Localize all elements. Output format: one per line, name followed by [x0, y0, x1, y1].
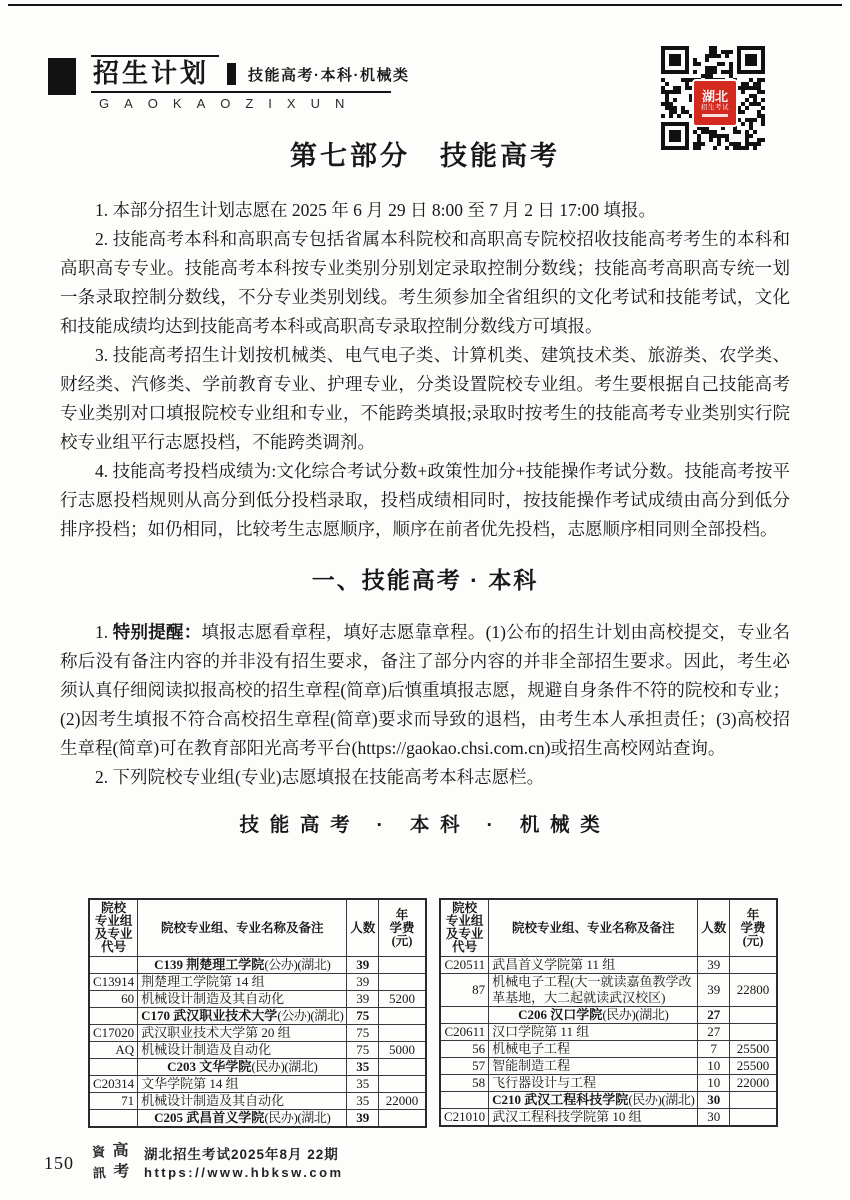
plan-table-left [88, 898, 427, 1128]
major-row [440, 1075, 777, 1092]
footer-issue-text: 湖北招生考试2025年8月 22期 [144, 1146, 339, 1162]
header-name: 院校专业组、专业名称及备注 [489, 899, 698, 957]
name-cell: 武昌首义学院第 11 组 [489, 957, 698, 974]
group-row [89, 974, 426, 991]
code-cell: AQ [89, 1042, 138, 1059]
name-cell: 飞行器设计与工程 [489, 1075, 698, 1092]
plan-tables [88, 898, 778, 1128]
fee-cell [379, 1059, 426, 1076]
top-border-rule [8, 4, 842, 6]
header-name: 院校专业组、专业名称及备注 [138, 899, 347, 957]
name-cell: 机械设计制造及其自动化 [138, 991, 347, 1008]
brand-subtitle: GAOKAOZIXUN [91, 91, 391, 111]
header-code: 院校 专业组 及专业 代号 [440, 899, 489, 957]
fee-cell [730, 1092, 777, 1109]
major-row [89, 1093, 426, 1110]
count-cell: 7 [698, 1041, 730, 1058]
name-cell: 智能制造工程 [489, 1058, 698, 1075]
paragraph-1: 1. 本部分招生计划志愿在 2025 年 6 月 29 日 8:00 至 7 月 2 日 17:00 填报。 [95, 200, 656, 220]
code-cell [89, 1008, 138, 1025]
count-cell: 39 [347, 1110, 379, 1128]
name-cell: C203 文华学院(民办)(湖北) [138, 1059, 347, 1076]
table-title: 技能高考 · 本科 · 机械类 [239, 814, 611, 836]
count-cell: 75 [347, 1025, 379, 1042]
major-row [440, 974, 777, 1007]
count-cell: 35 [347, 1093, 379, 1110]
school-row [89, 1008, 426, 1025]
school-row [89, 1110, 426, 1128]
page-footer [44, 1142, 344, 1184]
fee-cell [730, 957, 777, 974]
footer-url: https://www.hbksw.com [144, 1164, 344, 1180]
name-cell: 文华学院第 14 组 [138, 1076, 347, 1093]
table-header-row [89, 899, 426, 957]
count-cell: 75 [347, 1042, 379, 1059]
group-row [89, 1076, 426, 1093]
count-cell: 27 [698, 1007, 730, 1024]
header-count: 人数 [698, 899, 730, 957]
major-row [89, 1042, 426, 1059]
count-cell: 75 [347, 1008, 379, 1025]
note-paragraph: 2. 下列院校专业组(专业)志愿填报在技能高考本科志愿栏。 [95, 767, 545, 787]
count-cell: 35 [347, 1059, 379, 1076]
paragraph-4: 4. 技能高考投档成绩为:文化综合考试分数+政策性加分+技能操作考试分数。技能高考按平行志愿投档规则从高分到低分投档录取，投档成绩相同时，按技能操作考试成绩由高分到低分排序投档；如仍相同，比较考生志愿顺序，顺序在前者优先投档，志愿顺序相同则全部投档。 [60, 461, 790, 539]
group-row [440, 1024, 777, 1041]
header-fee: 年 学费 (元) [730, 899, 777, 957]
masthead-section-tag: 技能高考·本科·机械类 [248, 67, 410, 84]
school-row [89, 1059, 426, 1076]
header-fee: 年 学费 (元) [379, 899, 426, 957]
major-row [440, 1041, 777, 1058]
name-cell: 机械电子工程 [489, 1041, 698, 1058]
count-cell: 39 [698, 957, 730, 974]
code-cell: 71 [89, 1093, 138, 1110]
fee-cell: 22800 [730, 974, 777, 1007]
school-row [440, 1092, 777, 1109]
reminder-paragraph: 1. 特别提醒：填报志愿看章程，填好志愿靠章程。(1)公布的招生计划由高校提交，专业名称后没有备注内容的并非没有招生要求，备注了部分内容的并非全部招生要求。因此，考生必须认真仔细阅读拟报高校的招生章程(简章)后慎重填报志愿，规避自身条件不符的院校和专业；(2)因考生填报不符合高校招生章程(简章)要求而导致的退档，由考生本人承担责任；(3)高校招生章程(简章)可在教育部阳光高考平台(https://gaokao.chsi.com.cn)或招生高校网站查询。 [60, 622, 791, 758]
code-cell: C20611 [440, 1024, 489, 1041]
code-cell: 56 [440, 1041, 489, 1058]
count-cell: 39 [347, 991, 379, 1008]
masthead [48, 55, 410, 111]
count-cell: 27 [698, 1024, 730, 1041]
school-row [440, 1007, 777, 1024]
code-cell: 87 [440, 974, 489, 1007]
name-cell: 机械设计制造及自动化 [138, 1042, 347, 1059]
code-cell [89, 1110, 138, 1128]
code-cell: C17020 [89, 1025, 138, 1042]
reminder-lead: 特别提醒： [112, 622, 202, 642]
fee-cell [379, 1110, 426, 1128]
name-cell: 机械设计制造及其自动化 [138, 1093, 347, 1110]
code-cell: C20511 [440, 957, 489, 974]
count-cell: 30 [698, 1109, 730, 1127]
qr-center-label: 湖北 招生考试 [692, 79, 738, 127]
fee-cell [379, 974, 426, 991]
brand-title: 招生计划 [91, 55, 219, 88]
code-cell: C20314 [89, 1076, 138, 1093]
section-heading: 一、技能高考 · 本科 [311, 567, 539, 593]
code-cell: 58 [440, 1075, 489, 1092]
code-cell [89, 1059, 138, 1076]
name-cell: 荆楚理工学院第 14 组 [138, 974, 347, 991]
code-cell [440, 1092, 489, 1109]
name-cell: 武汉职业技术大学第 20 组 [138, 1025, 347, 1042]
fee-cell: 22000 [730, 1075, 777, 1092]
group-row [440, 1109, 777, 1127]
code-cell [89, 957, 138, 974]
header-code: 院校 专业组 及专业 代号 [89, 899, 138, 957]
page-title: 第七部分 技能高考 [290, 141, 560, 171]
fee-cell [379, 1025, 426, 1042]
group-row [440, 957, 777, 974]
name-cell: C205 武昌首义学院(民办)(湖北) [138, 1110, 347, 1128]
code-cell: 60 [89, 991, 138, 1008]
masthead-square-mark [48, 58, 76, 95]
name-cell: 汉口学院第 11 组 [489, 1024, 698, 1041]
major-row [89, 991, 426, 1008]
code-cell: 57 [440, 1058, 489, 1075]
fee-cell [730, 1024, 777, 1041]
name-cell: 武汉工程科技学院第 10 组 [489, 1109, 698, 1127]
group-row [89, 1025, 426, 1042]
count-cell: 39 [347, 957, 379, 974]
fee-cell: 25500 [730, 1041, 777, 1058]
fee-cell: 5000 [379, 1042, 426, 1059]
masthead-divider [227, 63, 236, 85]
school-row [89, 957, 426, 974]
plan-table-right [439, 898, 778, 1127]
fee-cell: 5200 [379, 991, 426, 1008]
code-cell [440, 1007, 489, 1024]
paragraph-3: 3. 技能高考招生计划按机械类、电气电子类、计算机类、建筑技术类、旅游类、农学类、财经类、汽修类、学前教育专业、护理专业，分类设置院校专业组。考生要根据自己技能高考专业类别对口填报院校专业组和专业，不能跨类填报;录取时按考生的技能高考专业类别实行院校专业组平行志愿投档，不能跨类调剂。 [60, 345, 790, 452]
name-cell: C210 武汉工程科技学院(民办)(湖北) [489, 1092, 698, 1109]
code-cell: C21010 [440, 1109, 489, 1127]
table-header-row [440, 899, 777, 957]
header-count: 人数 [347, 899, 379, 957]
fee-cell [379, 1008, 426, 1025]
fee-cell [730, 1109, 777, 1127]
magazine-seal-logo: 資 高 訊 考 [91, 1142, 130, 1181]
count-cell: 39 [698, 974, 730, 1007]
fee-cell [379, 957, 426, 974]
name-cell: C170 武汉职业技术大学(公办)(湖北) [138, 1008, 347, 1025]
count-cell: 30 [698, 1092, 730, 1109]
page-number: 150 [44, 1152, 74, 1173]
count-cell: 10 [698, 1058, 730, 1075]
fee-cell: 22000 [379, 1093, 426, 1110]
fee-cell [379, 1076, 426, 1093]
name-cell: C206 汉口学院(民办)(湖北) [489, 1007, 698, 1024]
fee-cell [730, 1007, 777, 1024]
count-cell: 39 [347, 974, 379, 991]
paragraph-2: 2. 技能高考本科和高职高专包括省属本科院校和高职高专院校招收技能高考考生的本科和高职高专专业。技能高考本科按专业类别分别划定录取控制分数线；技能高考高职高专统一划一条录取控制分数线，不分专业类别划线。考生须参加全省组织的文化考试和技能考试，文化和技能成绩均达到技能高考本科或高职高专录取控制分数线方可填报。 [60, 229, 790, 336]
count-cell: 35 [347, 1076, 379, 1093]
fee-cell: 25500 [730, 1058, 777, 1075]
count-cell: 10 [698, 1075, 730, 1092]
name-cell: 机械电子工程(大一就读嘉鱼教学改革基地，大二起就读武汉校区) [489, 974, 698, 1007]
body-text [60, 196, 790, 838]
major-row [440, 1058, 777, 1075]
code-cell: C13914 [89, 974, 138, 991]
name-cell: C139 荆楚理工学院(公办)(湖北) [138, 957, 347, 974]
